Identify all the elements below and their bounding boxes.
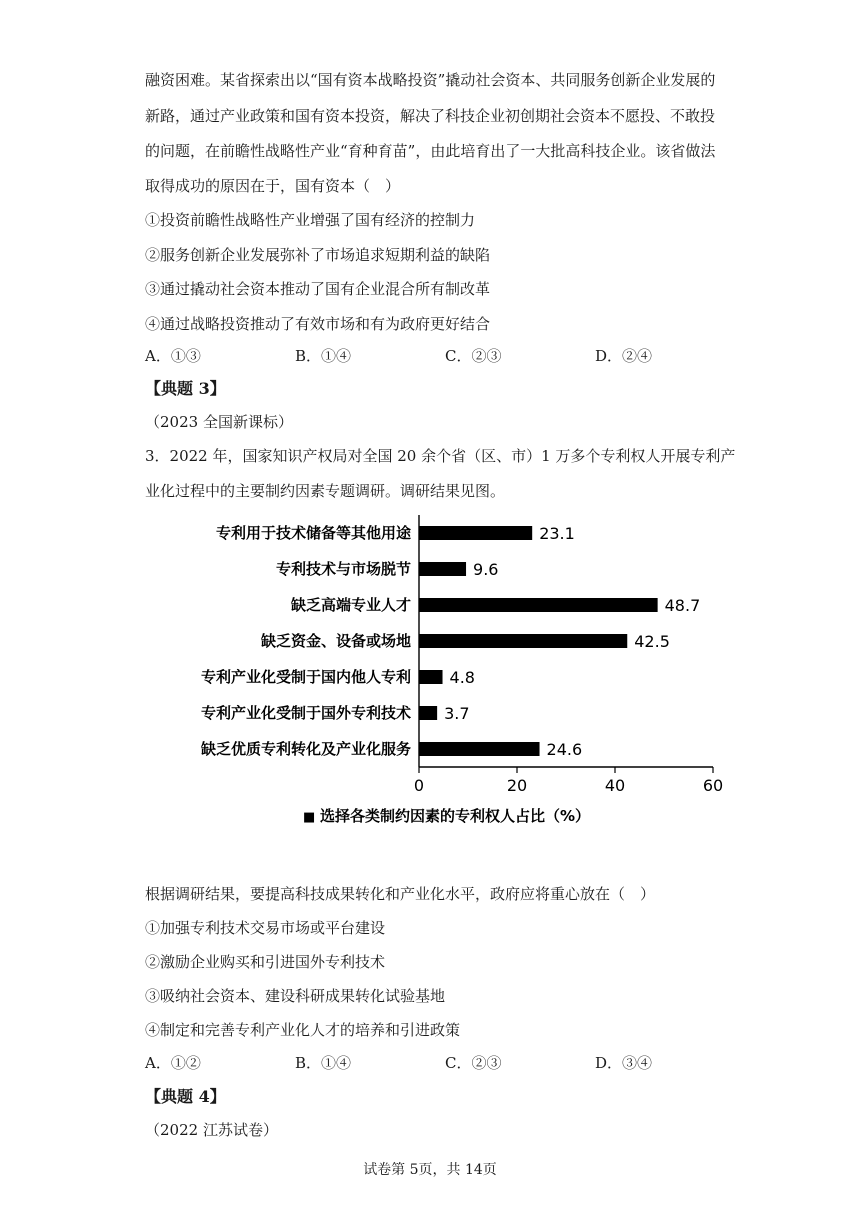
bar-value-label: 24.6 (546, 740, 583, 759)
bar-value-label: 23.1 (539, 524, 575, 543)
x-tick-label: 20 (506, 776, 528, 795)
bar (419, 526, 532, 540)
x-tick-label: 0 (413, 776, 425, 795)
bar (419, 706, 437, 720)
q2-statement-3: ③通过撬动社会资本推动了国有企业混合所有制改革 (145, 280, 491, 298)
q2-statement-2: ②服务创新企业发展弥补了市场追求短期利益的缺陷 (145, 246, 491, 264)
bar (419, 670, 443, 684)
category-label: 缺乏优质专利转化及产业化服务 (200, 740, 411, 758)
q3-option-b: B．①④ (295, 1054, 352, 1072)
intro-line-4: 取得成功的原因在于，国有资本（ ） (145, 177, 401, 195)
q3-statement-4: ④制定和完善专利产业化人才的培养和引进政策 (145, 1021, 461, 1039)
q2-option-a: A．①③ (145, 347, 201, 365)
bar-value-label: 48.7 (664, 596, 701, 615)
example-4-source: （2022 江苏试卷） (145, 1121, 278, 1139)
q3-question-line-1: 3．2022 年，国家知识产权局对全国 20 余个省（区、市）1 万多个专利权人开展专利产 (145, 447, 736, 465)
category-label: 专利产业化受制于国外专利技术 (200, 704, 411, 722)
category-label: 缺乏高端专业人才 (290, 596, 411, 614)
bar-value-label: 9.6 (473, 560, 499, 579)
legend-marker: ■ (303, 810, 316, 825)
bar (419, 598, 658, 612)
q3-stem: 根据调研结果，要提高科技成果转化和产业化水平，政府应将重心放在（ ） (145, 885, 656, 903)
q3-question-line-2: 业化过程中的主要制约因素专题调研。调研结果见图。 (145, 482, 506, 500)
example-3-heading: 【典题 3】 (145, 379, 226, 398)
q3-option-d: D．③④ (595, 1054, 653, 1072)
q2-option-c: C．②③ (445, 347, 502, 365)
bar-value-label: 42.5 (634, 632, 670, 651)
bar (419, 634, 627, 648)
intro-line-3: 的问题，在前瞻性战略性产业“育种育苗”，由此培育出了一大批高科技企业。该省做法 (145, 142, 716, 160)
q3-option-c: C．②③ (445, 1054, 502, 1072)
bar-value-label: 3.7 (444, 704, 470, 723)
q3-statement-2: ②激励企业购买和引进国外专利技术 (145, 953, 386, 971)
q2-option-b: B．①④ (295, 347, 352, 365)
q3-statement-3: ③吸纳社会资本、建设科研成果转化试验基地 (145, 987, 446, 1005)
category-label: 专利用于技术储备等其他用途 (215, 524, 411, 542)
q3-option-a: A．①② (145, 1054, 201, 1072)
bar-value-label: 4.8 (449, 668, 475, 687)
category-label: 缺乏资金、设备或场地 (260, 632, 411, 650)
q2-option-d: D．②④ (595, 347, 653, 365)
survey-bar-chart (140, 505, 740, 845)
q3-statement-1: ①加强专利技术交易市场或平台建设 (145, 919, 386, 937)
x-tick-label: 40 (604, 776, 626, 795)
bar (419, 742, 540, 756)
q2-statement-1: ①投资前瞻性战略性产业增强了国有经济的控制力 (145, 211, 476, 229)
category-label: 专利技术与市场脱节 (275, 560, 411, 578)
bar (419, 562, 466, 576)
page-footer: 试卷第 5页，共 14页 (363, 1162, 497, 1178)
x-tick-label: 60 (702, 776, 724, 795)
example-3-source: （2023 全国新课标） (145, 413, 293, 431)
legend-label: 选择各类制约因素的专利权人占比（%） (320, 807, 591, 825)
intro-line-1: 融资困难。某省探索出以“国有资本战略投资”撬动社会资本、共同服务创新企业发展的 (145, 71, 716, 89)
category-label: 专利产业化受制于国内他人专利 (200, 668, 411, 686)
intro-line-2: 新路，通过产业政策和国有资本投资，解决了科技企业初创期社会资本不愿投、不敢投 (145, 107, 716, 125)
example-4-heading: 【典题 4】 (145, 1087, 226, 1106)
q2-statement-4: ④通过战略投资推动了有效市场和有为政府更好结合 (145, 315, 491, 333)
